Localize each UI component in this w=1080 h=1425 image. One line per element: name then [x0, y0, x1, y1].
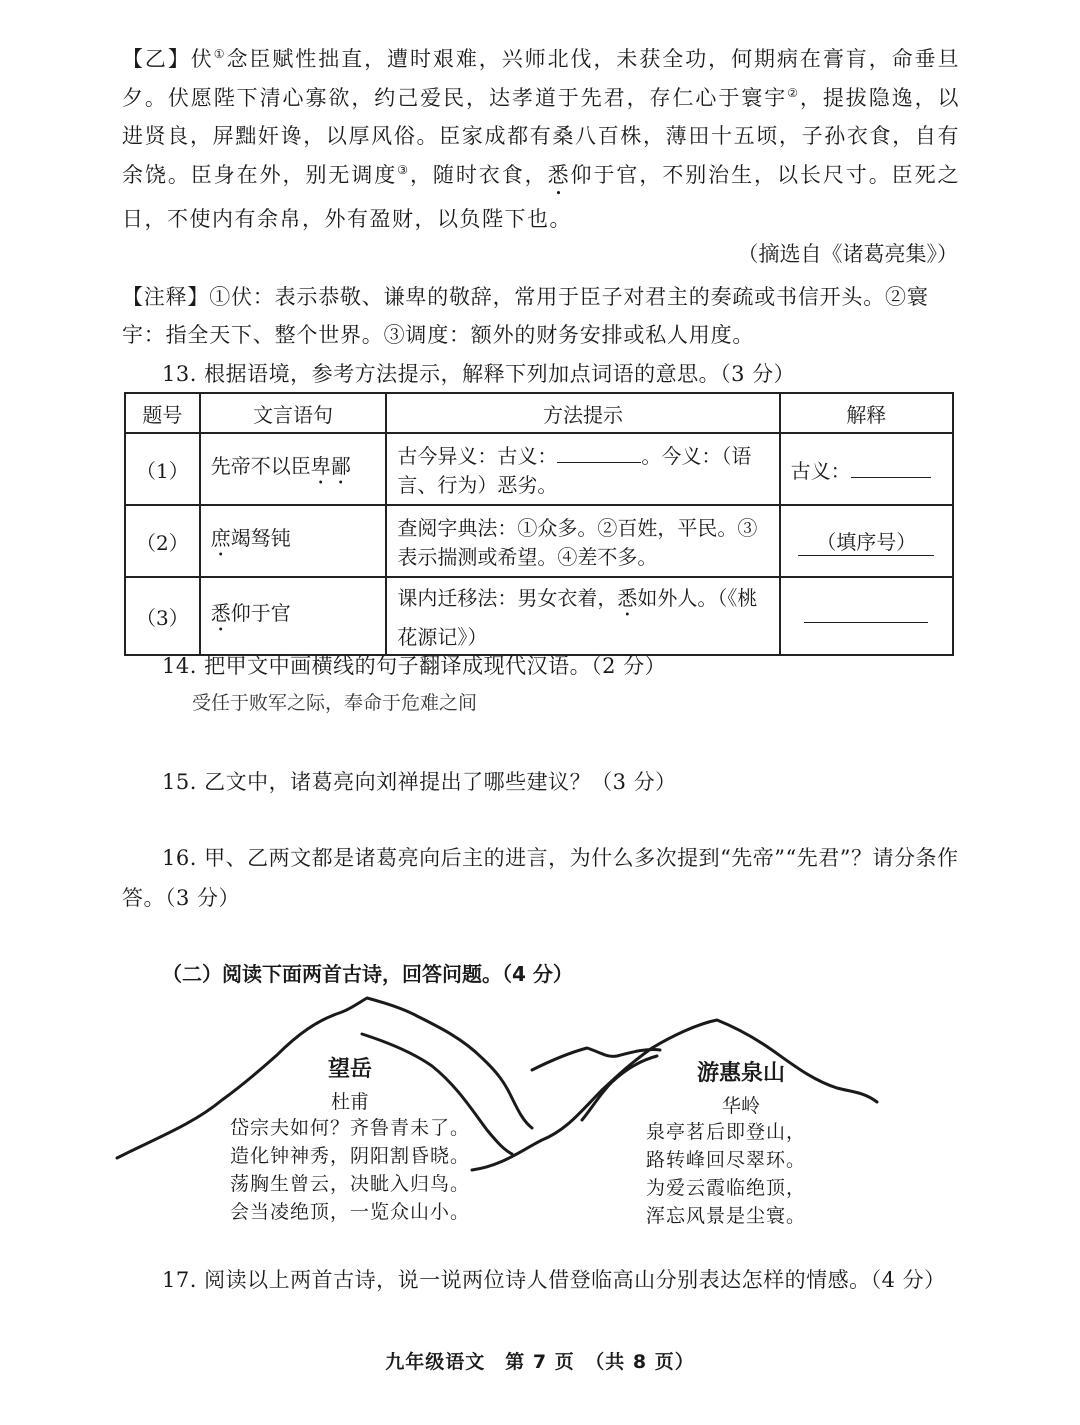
question-17-stem: 17. 阅读以上两首古诗，说一说两位诗人借登临高山分别表达怎样的情感。（4 分） — [162, 1268, 946, 1292]
sentence-text: 先帝不以臣 — [210, 453, 311, 478]
poem-2-line: 泉亭茗后即登山， — [646, 1121, 807, 1143]
row-hint: 查阅字典法：①众多。②百姓，平民。③表示揣测或希望。④差不多。 — [386, 505, 779, 577]
hint-text: 古今异义：古义： — [397, 444, 558, 468]
header-sentence: 文言语句 — [200, 393, 387, 433]
answer-blank[interactable]: （填序号） — [798, 526, 934, 556]
row-num: （2） — [125, 505, 200, 577]
passage-yi-part2: ，提拔隐逸，以进贤良，屏黜奸谗，以厚风俗。臣家成都有桑八百株，薄田十五顷，子孙衣食，自有余饶。臣身在外，别无调度 — [122, 85, 961, 187]
dotted-word: 悉 — [617, 586, 638, 610]
annotations: 【注释】①伏：表示恭敬、谦卑的敬辞，常用于臣子对君主的奏疏或书信开头。②寰宇：指全天下、整个世界。③调度：额外的财务安排或私人用度。 — [122, 285, 929, 347]
question-14-sentence: 受任于败军之际，奉命于危难之间 — [192, 692, 478, 714]
section-2-heading: （二）阅读下面两首古诗，回答问题。（4 分） — [162, 962, 573, 986]
dotted-word: 卑鄙 — [310, 453, 351, 478]
table-row — [125, 433, 953, 505]
row-sentence — [200, 505, 387, 577]
row-hint — [386, 433, 779, 505]
mountain-mid-ridge — [532, 1048, 660, 1070]
footnote-mark-3: ③ — [397, 162, 410, 177]
row-num: （3） — [125, 577, 200, 655]
answer-blank[interactable] — [804, 622, 928, 623]
row-num: （1） — [125, 433, 200, 505]
page-footer: 九年级语文 第 7 页 （共 8 页） — [385, 1351, 695, 1373]
question-15-stem: 15. 乙文中，诸葛亮向刘禅提出了哪些建议？（3 分） — [162, 770, 677, 794]
poem-1-line: 岱宗夫如何？齐鲁青未了。 — [230, 1117, 471, 1139]
passage-yi-part3a: ，随时衣食， — [409, 162, 548, 187]
poem-2-title: 游惠泉山 — [696, 1061, 785, 1086]
header-answer: 解释 — [780, 393, 953, 433]
poem-1-title: 望岳 — [327, 1057, 372, 1082]
row-answer — [780, 505, 953, 577]
passage-yi — [122, 40, 960, 238]
table-row — [125, 577, 953, 655]
table-header-row — [125, 393, 953, 433]
passage-yi-part1: 念臣赋性拙直，遭时艰难，兴师北伐，未获全功，何期病在膏肓，命垂旦夕。伏愿陛下清心寡欲，约己爱民，达孝道于先君，存仁心于寰宇 — [122, 47, 960, 110]
sentence-text: 仰于官 — [230, 600, 291, 625]
hint-text: 。今义：（语言、行为）恶劣。 — [397, 444, 752, 497]
table-row — [125, 505, 953, 577]
header-num: 题号 — [125, 393, 200, 433]
footnote-mark-2: ② — [787, 85, 800, 100]
footnote-mark-1: ① — [213, 47, 227, 61]
poem-2 — [646, 1056, 836, 1230]
row-hint — [386, 577, 779, 655]
answer-blank[interactable] — [851, 477, 931, 478]
poem-2-line: 浑忘风景是尘寰。 — [646, 1205, 807, 1227]
question-16-stem: 16. 甲、乙两文都是诸葛亮向后主的进言，为什么多次提到“先帝”“先君”？请分条作答。（3 分） — [122, 846, 959, 910]
sentence-text: 竭驽钝 — [230, 525, 291, 550]
row-answer — [780, 577, 953, 655]
poem-1-line: 荡胸生曾云，决眦入归鸟。 — [230, 1173, 471, 1195]
poem-2-author: 华岭 — [721, 1095, 760, 1117]
hint-text: 课内迁移法：男女衣着， — [397, 586, 618, 610]
source-citation: （摘选自《诸葛亮集》） — [737, 242, 958, 266]
question-13-stem: 13. 根据语境，参考方法提示，解释下列加点词语的意思。（3 分） — [162, 362, 796, 386]
question-14-stem: 14. 把甲文中画横线的句子翻译成现代汉语。（2 分） — [162, 654, 667, 678]
dotted-word: 悉 — [210, 600, 231, 625]
poem-2-line: 路转峰回尽翠环。 — [646, 1149, 807, 1171]
poem-1-line: 造化钟神秀，阴阳割昏晓。 — [230, 1145, 471, 1167]
dotted-word: 庶 — [210, 525, 231, 550]
header-hint: 方法提示 — [386, 393, 779, 433]
poem-1-line: 会当凌绝顶，一览众山小。 — [230, 1201, 471, 1223]
hint-text: 如外人。（《桃花源记》） — [397, 586, 758, 649]
poem-2-line: 为爱云霞临绝顶， — [646, 1177, 807, 1199]
row-answer — [780, 433, 953, 505]
poem-1 — [230, 1052, 500, 1226]
dotted-word: 悉 — [547, 162, 571, 187]
answer-label: 古义： — [790, 458, 851, 483]
row-sentence — [200, 577, 387, 655]
passage-yi-prefix: 【乙】伏 — [122, 47, 214, 71]
answer-blank[interactable] — [557, 462, 641, 463]
poem-1-author: 杜甫 — [330, 1091, 369, 1113]
row-sentence — [200, 433, 387, 505]
passage-yi-part3b: 仰于官，不别治生，以长尺寸。臣死之日，不使内有余帛，外有盈财，以负陛下也。 — [122, 162, 961, 231]
question-13-table — [124, 392, 954, 656]
